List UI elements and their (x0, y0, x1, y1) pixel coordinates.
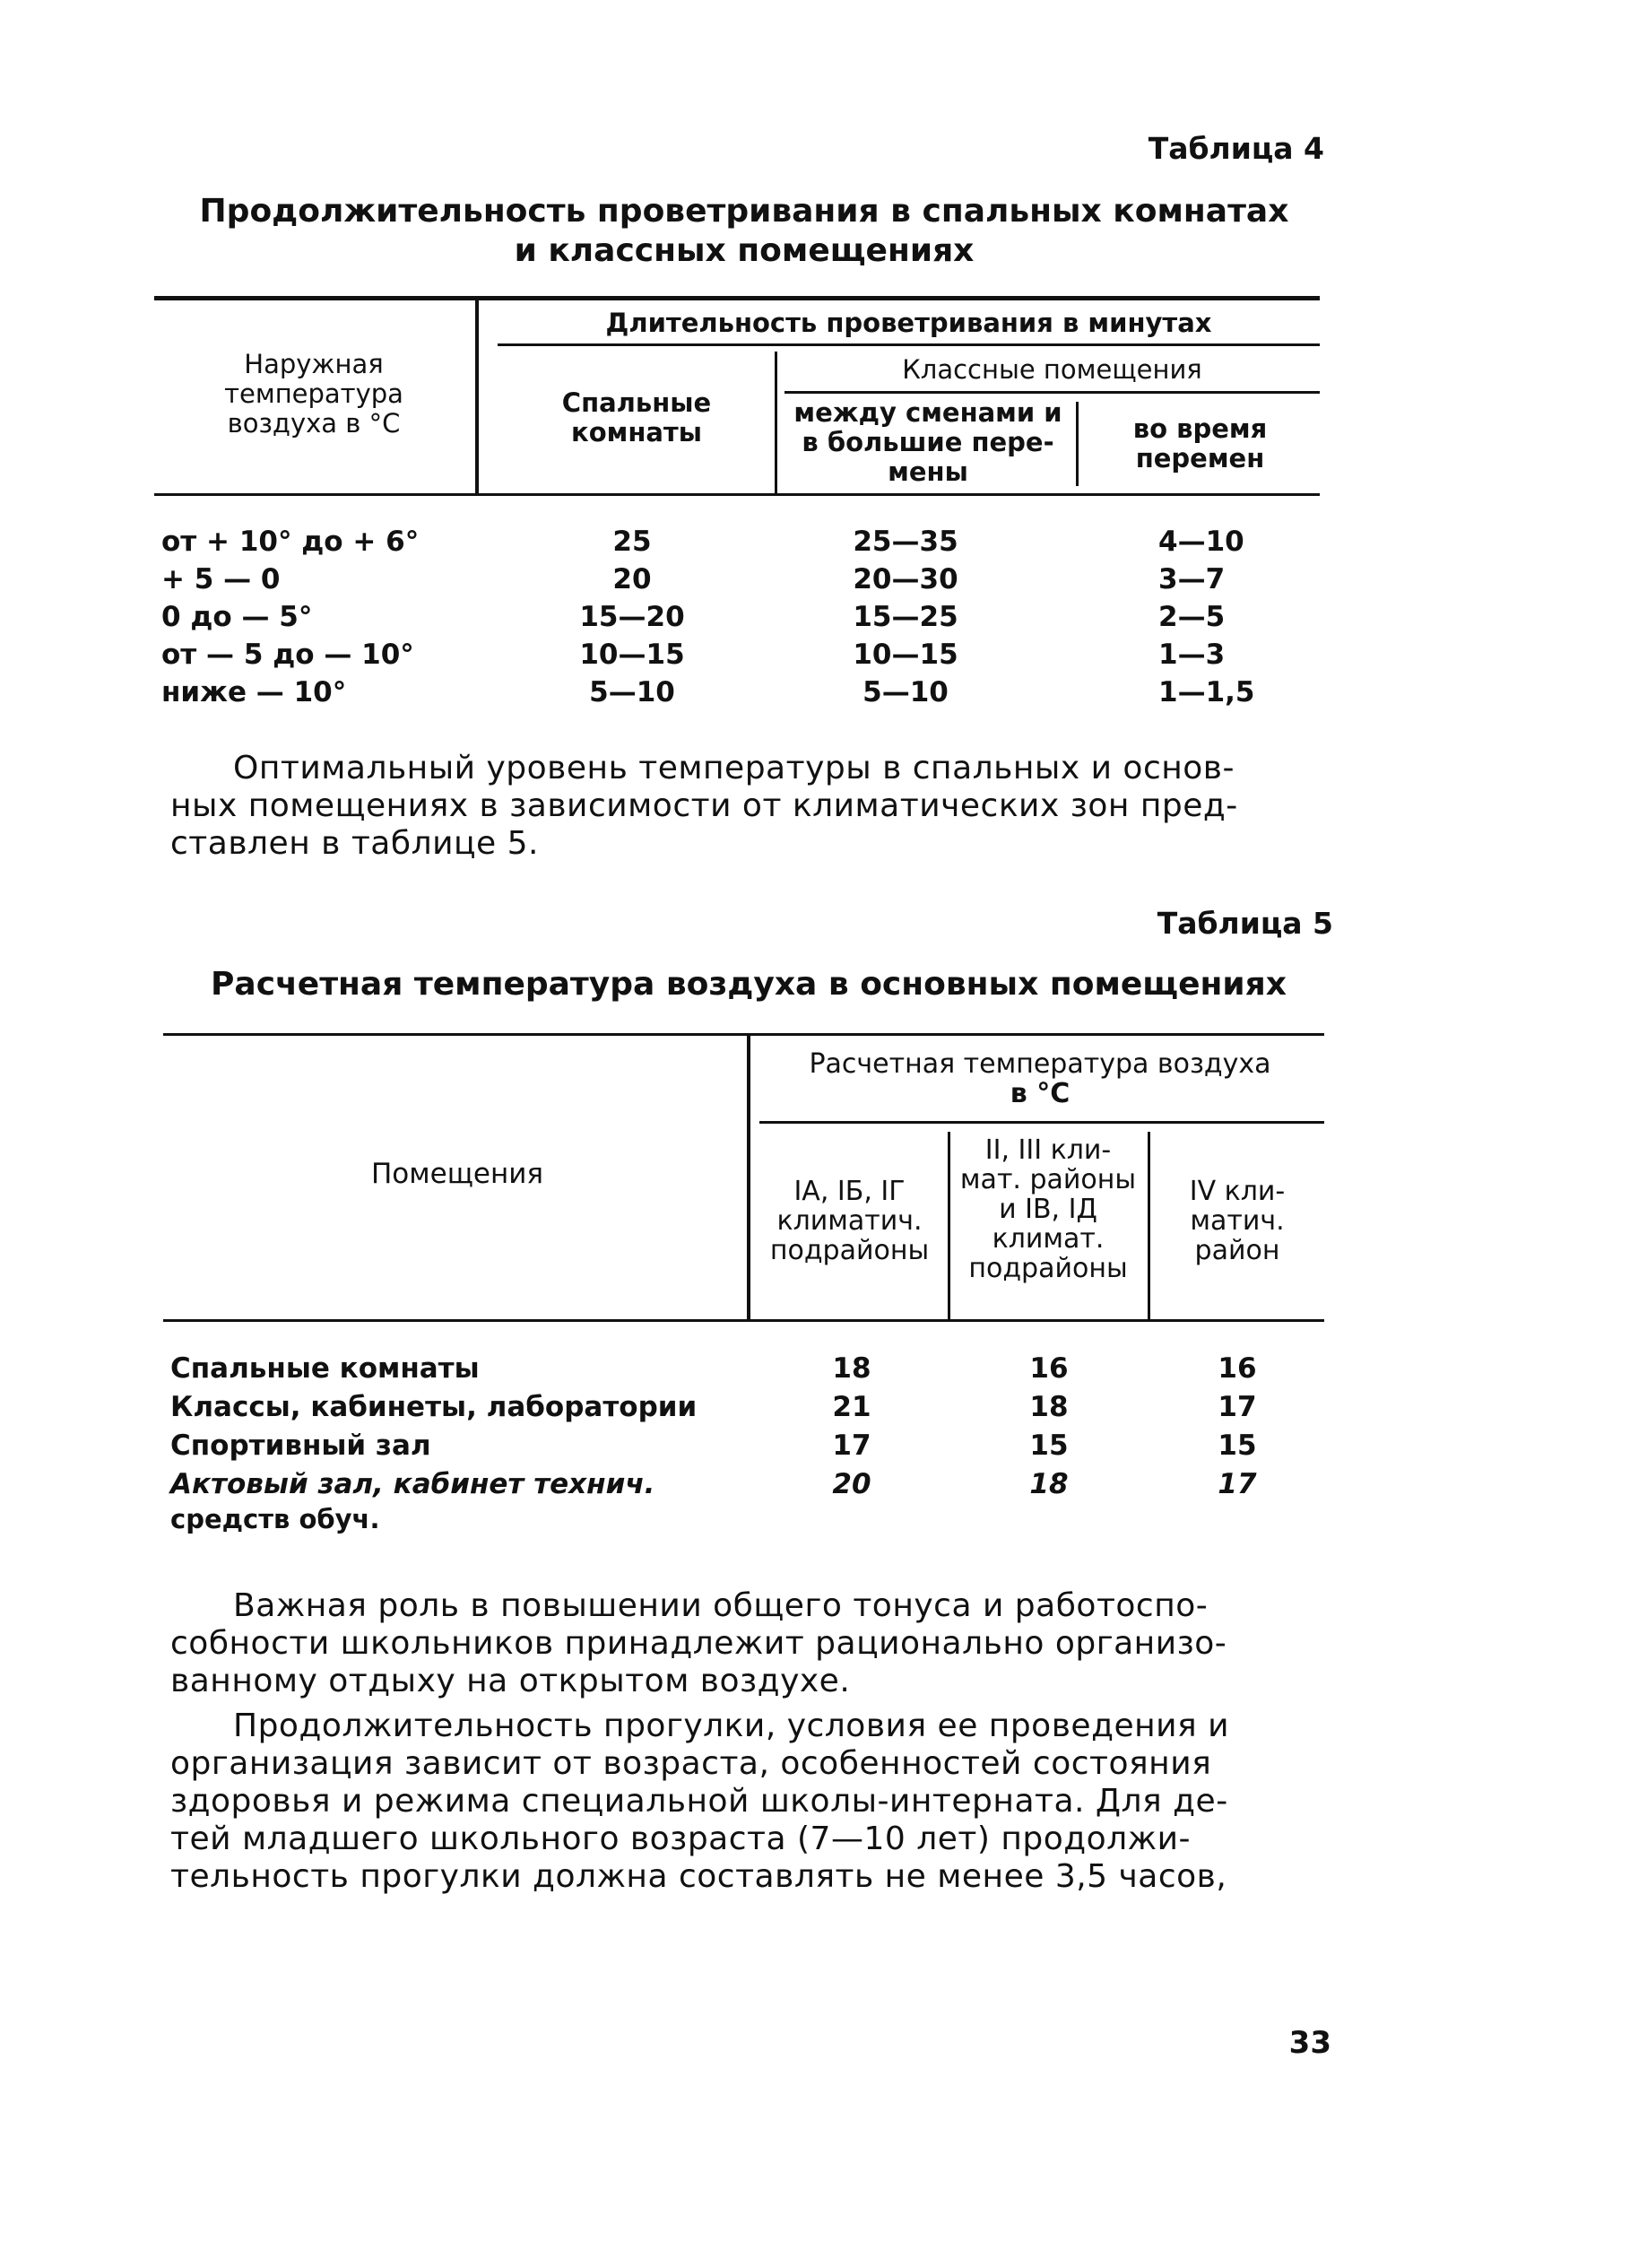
table5-divider (747, 1036, 750, 1319)
page-number: 33 (1288, 2025, 1331, 2061)
table4-title-line2: и классных помещениях (514, 232, 975, 269)
table-row: от + 10° до + 6° 25 25—35 4—10 (161, 526, 1244, 558)
table4-bottom-rule (154, 493, 1320, 496)
table5-top-rule (163, 1033, 1324, 1036)
table4-top-rule (154, 296, 1320, 300)
table4-label: Таблица 4 (1148, 131, 1324, 166)
table5-title: Расчетная температура воздуха в основных помещениях (211, 966, 1287, 1003)
table4-header-rule (498, 343, 1320, 346)
table5-col-rooms: Помещения (370, 1158, 544, 1190)
table4-col-temp: Наружная температура воздуха в °С (224, 349, 403, 439)
table5-label: Таблица 5 (1157, 906, 1333, 941)
table-row: Спальные комнаты 18 16 16 (170, 1352, 1257, 1385)
table5-col-zone2: II, III кли- мат. районы и IB, IД климат. подрайоны (959, 1134, 1137, 1284)
table-row: Актовый зал, кабинет технич. средств обуч. 20 18 17 (170, 1468, 1257, 1534)
table4-title-line1: Продолжительность проветривания в спальных комнатах (199, 193, 1289, 230)
table-row: ниже — 10° 5—10 5—10 1—1,5 (161, 676, 1255, 708)
table5-col-zone1: IA, IБ, IГ климатич. подрайоны (769, 1176, 930, 1266)
table4-header-rule (784, 391, 1320, 394)
table-row: 0 до — 5° 15—20 15—25 2—5 (161, 601, 1226, 633)
table4-col-classrooms: Классные помещения (902, 354, 1202, 385)
table-row: от — 5 до — 10° 10—15 10—15 1—3 (161, 639, 1226, 671)
table5-bottom-rule (163, 1319, 1324, 1322)
paragraph: Важная роль в повышении общего тонуса и работоспо- собности школьников принадлежит рационально организо- ванному отдыху на открытом воздухе. (170, 1587, 1227, 1699)
table4-divider (775, 352, 777, 493)
table-row: Спортивный зал 17 15 15 (170, 1429, 1257, 1462)
table4-divider (475, 300, 479, 493)
paragraph: Оптимальный уровень температуры в спальных и основ- ных помещениях в зависимости от климатических зон пред- ставлен в таблице 5. (170, 750, 1238, 862)
table5-header-rule (759, 1121, 1324, 1124)
paragraph: Продолжительность прогулки, условия ее проведения и организация зависит от возраста, особенностей состояния здоровья и режима специальной школы-интерната. Для де- тей младшего школьного возраста (7—10 лет) продолжи- тельность прогулки должна составлять не менее 3,5 часов, (170, 1708, 1230, 1895)
table4-divider (1076, 402, 1079, 486)
table4-col-duration: Длительность проветривания в минутах (605, 308, 1212, 338)
table4-col-between: между сменами и в большие пере- мены (793, 397, 1062, 487)
table4-col-bedrooms: Спальные комнаты (561, 387, 712, 448)
table4-col-during: во время перемен (1132, 413, 1268, 474)
table5-col-calc-temp: Расчетная температура воздуха в °С (809, 1048, 1271, 1109)
table5-col-zone3: IV кли- матич. район (1189, 1176, 1286, 1266)
table5-divider (1148, 1132, 1150, 1319)
table-row: + 5 — 0 20 20—30 3—7 (161, 563, 1226, 595)
table4-title (161, 192, 1327, 271)
table-row: Классы, кабинеты, лаборатории 21 18 17 (170, 1391, 1257, 1423)
